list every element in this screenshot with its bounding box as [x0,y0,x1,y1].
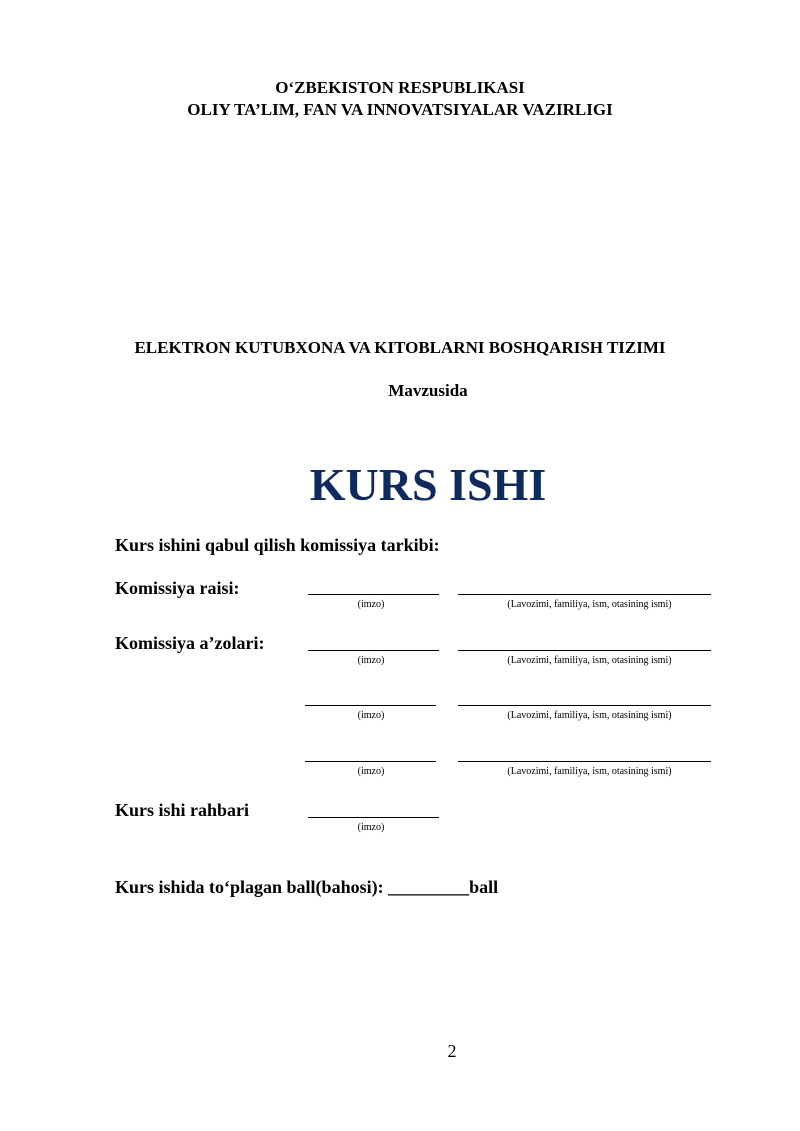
ministry-header [0,77,800,121]
signature-caption: (imzo) [357,766,385,777]
topic-subtitle: Mavzusida [388,381,468,400]
chair-label: Komissiya raisi: [115,578,240,598]
members-label: Komissiya a’zolari: [115,633,265,653]
member1-name-line [458,650,711,651]
header-line-1: O‘ZBEKISTON RESPUBLIKASI [275,78,525,97]
signature-caption: (imzo) [357,710,385,721]
commission-heading: Kurs ishini qabul qilish komissiya tarkibi: [115,535,440,555]
member2-name-line [458,705,711,706]
topic-title: ELEKTRON KUTUBXONA VA KITOBLARNI BOSHQARISH TIZIMI [134,338,666,357]
member2-signature-line [305,705,436,706]
score-line: Kurs ishida to‘plagan ball(bahosi): _________ball [115,877,499,897]
header-line-2: OLIY TA’LIM, FAN VA INNOVATSIYALAR VAZIRLIGI [187,100,613,119]
page-number: 2 [447,1041,457,1061]
member3-name-line [458,761,711,762]
member3-signature-line [305,761,436,762]
name-caption: (Lavozimi, familiya, ism, otasining ismi) [507,710,672,721]
name-caption: (Lavozimi, familiya, ism, otasining ismi) [507,655,672,666]
supervisor-signature-line [308,817,439,818]
signature-caption: (imzo) [357,599,385,610]
chair-signature-line [308,594,439,595]
name-caption: (Lavozimi, familiya, ism, otasining ismi) [507,599,672,610]
name-caption: (Lavozimi, familiya, ism, otasining ismi) [507,766,672,777]
supervisor-label: Kurs ishi rahbari [115,800,250,820]
work-type-title: KURS ISHI [309,459,547,510]
signature-caption: (imzo) [357,655,385,666]
chair-name-line [458,594,711,595]
member1-signature-line [308,650,439,651]
signature-caption: (imzo) [357,822,385,833]
